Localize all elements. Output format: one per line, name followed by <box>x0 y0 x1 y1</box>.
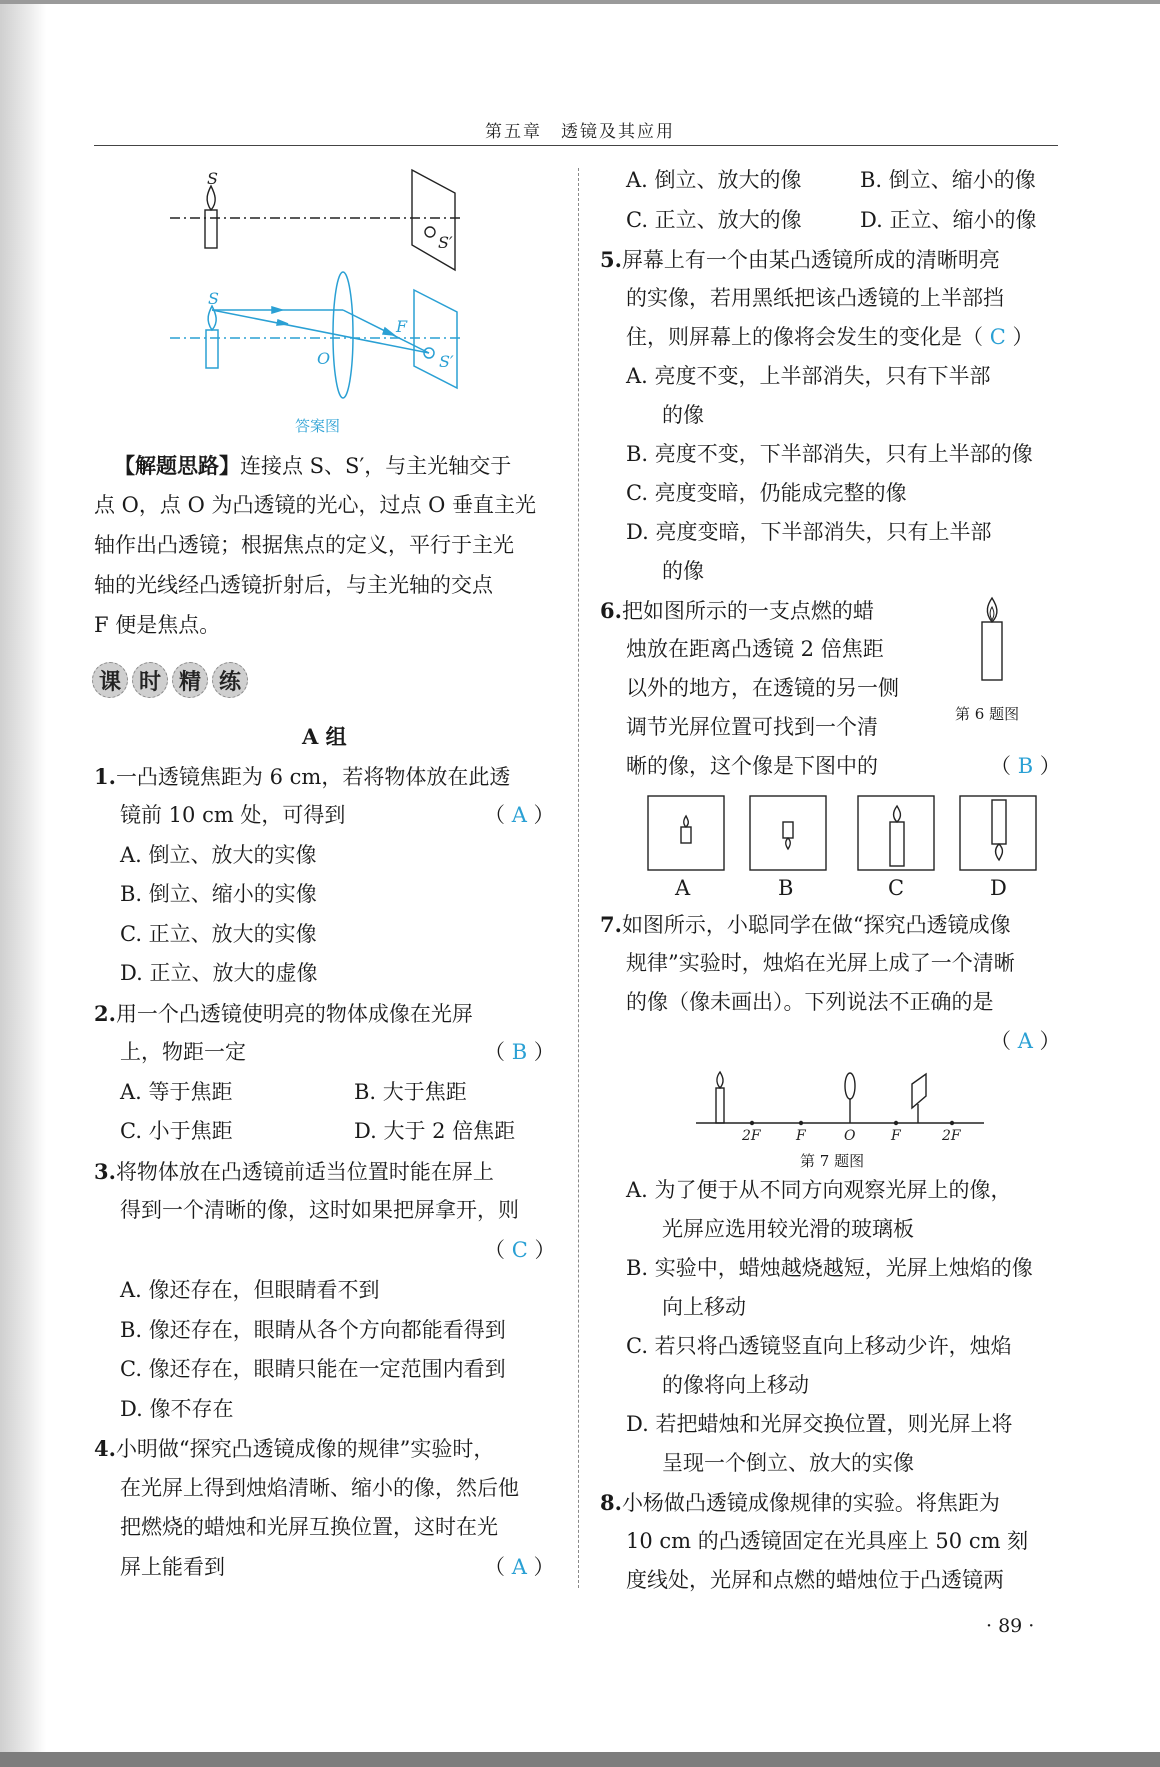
answer-figure-caption: 答案图 <box>295 417 341 435</box>
q6-choice-d-label: D <box>990 876 1007 900</box>
q1-option-d: D. 正立、放大的虚像 <box>120 961 318 985</box>
q7-option-a: A. 为了便于从不同方向观察光屏上的像， <box>626 1178 1012 1202</box>
section-title-char: 精 <box>172 662 208 698</box>
analysis-line-3: 轴作出凸透镜；根据焦点的定义，平行于主光 <box>94 533 514 557</box>
label-s-top: S <box>207 169 218 188</box>
q2-line-2: 上，物距一定 <box>120 1040 246 1064</box>
q4-line-1: 4.小明做“探究凸透镜成像的规律”实验时， <box>94 1436 495 1461</box>
q3-option-c: C. 像还存在，眼睛只能在一定范围内看到 <box>120 1357 506 1381</box>
q4-option-c: C. 正立、放大的像 <box>626 208 802 232</box>
q2-answer: （ B ） <box>484 1040 555 1064</box>
label-sprime-top: S′ <box>438 233 453 252</box>
q6-candle-figure <box>975 596 1015 686</box>
q5-option-c: C. 亮度变暗，仍能成完整的像 <box>626 481 907 505</box>
q6-choices-figure <box>646 794 1038 874</box>
q4-answer: （ A ） <box>484 1555 555 1579</box>
label-s-bottom: S <box>208 289 219 308</box>
q6-line-5: 晰的像，这个像是下图中的 <box>626 754 878 778</box>
top-edge <box>0 0 1160 4</box>
q7-option-b: B. 实验中，蜡烛越烧越短，光屏上烛焰的像 <box>626 1256 1033 1280</box>
q4-option-b: B. 倒立、缩小的像 <box>860 168 1036 192</box>
page-number: · 89 · <box>986 1615 1035 1637</box>
label-sprime-bottom: S′ <box>439 352 454 371</box>
q5-line-2: 的实像，若用黑纸把该凸透镜的上半部挡 <box>626 286 1004 310</box>
q7-option-c-cont: 的像将向上移动 <box>662 1373 809 1397</box>
q5-line-1: 5.屏幕上有一个由某凸透镜所成的清晰明亮 <box>600 247 1000 272</box>
q7-axis-2f-left: 2F <box>742 1128 761 1144</box>
q7-option-d-cont: 呈现一个倒立、放大的实像 <box>662 1451 914 1475</box>
q3-option-d: D. 像不存在 <box>120 1397 234 1421</box>
group-title: A 组 <box>302 724 347 749</box>
q7-axis-o: O <box>844 1128 856 1144</box>
q8-line-3: 度线处，光屏和点燃的蜡烛位于凸透镜两 <box>626 1568 1004 1592</box>
section-title-char: 课 <box>92 662 128 698</box>
q4-option-d: D. 正立、缩小的像 <box>860 208 1037 232</box>
q5-option-a-cont: 的像 <box>662 403 704 427</box>
q2-option-d: D. 大于 2 倍焦距 <box>354 1119 516 1143</box>
q2-option-a: A. 等于焦距 <box>120 1080 233 1104</box>
q7-answer: （ A ） <box>990 1029 1061 1053</box>
q1-option-c: C. 正立、放大的实像 <box>120 922 317 946</box>
q6-line-2: 烛放在距离凸透镜 2 倍焦距 <box>626 637 884 661</box>
q6-line-1: 6.把如图所示的一支点燃的蜡 <box>600 598 874 623</box>
q7-axis-f-right: F <box>891 1128 901 1144</box>
answer-figure <box>160 160 480 400</box>
bottom-edge <box>0 1752 1160 1767</box>
q4-line-2: 在光屏上得到烛焰清晰、缩小的像，然后他 <box>120 1476 519 1500</box>
q3-answer: （ C ） <box>484 1238 556 1262</box>
q6-choice-a-label: A <box>675 876 691 900</box>
q4-line-3: 把燃烧的蜡烛和光屏互换位置，这时在光 <box>120 1515 498 1539</box>
q1-option-a: A. 倒立、放大的实像 <box>120 843 317 867</box>
analysis-tag: 【解题思路】 <box>114 453 240 478</box>
q3-option-a: A. 像还存在，但眼睛看不到 <box>120 1278 380 1302</box>
q3-line-2: 得到一个清晰的像，这时如果把屏拿开，则 <box>120 1198 519 1222</box>
q5-option-b: B. 亮度不变，下半部消失，只有上半部的像 <box>626 442 1033 466</box>
q4-option-a: A. 倒立、放大的像 <box>626 168 802 192</box>
q7-axis-2f-right: 2F <box>942 1128 961 1144</box>
q2-option-c: C. 小于焦距 <box>120 1119 233 1143</box>
section-title-char: 时 <box>132 662 168 698</box>
q6-line-4: 调节光屏位置可找到一个清 <box>626 715 878 739</box>
q6-answer: （ B ） <box>990 754 1061 778</box>
q7-option-b-cont: 向上移动 <box>662 1295 746 1319</box>
analysis-line-1: 【解题思路】连接点 S、S′，与主光轴交于 <box>114 453 512 478</box>
q5-option-a: A. 亮度不变，上半部消失，只有下半部 <box>626 364 991 388</box>
q5-line-3: 住，则屏幕上的像将会发生的变化是（ C ） <box>626 325 1034 349</box>
q6-choice-b-label: B <box>778 876 794 900</box>
section-title-char: 练 <box>212 662 248 698</box>
q6-choice-c-label: C <box>888 876 905 900</box>
q8-line-1: 8.小杨做凸透镜成像规律的实验。将焦距为 <box>600 1490 1000 1515</box>
q7-option-a-cont: 光屏应选用较光滑的玻璃板 <box>662 1217 914 1241</box>
q2-line-1: 2.用一个凸透镜使明亮的物体成像在光屏 <box>94 1001 473 1026</box>
label-f: F <box>396 317 408 336</box>
q7-line-2: 规律”实验时，烛焰在光屏上成了一个清晰 <box>626 951 1015 975</box>
q1-line-2: 镜前 10 cm 处，可得到 <box>120 803 346 827</box>
column-divider <box>578 168 579 1588</box>
section-title <box>92 662 248 698</box>
q6-figure-caption: 第 6 题图 <box>955 705 1020 723</box>
analysis-line-5: F 便是焦点。 <box>94 613 221 637</box>
q7-option-c: C. 若只将凸透镜竖直向上移动少许，烛焰 <box>626 1334 1012 1358</box>
q3-option-b: B. 像还存在，眼睛从各个方向都能看得到 <box>120 1318 506 1342</box>
page-shadow <box>0 4 46 1752</box>
q7-axis-f-left: F <box>796 1128 806 1144</box>
q5-option-d-cont: 的像 <box>662 559 704 583</box>
q8-line-2: 10 cm 的凸透镜固定在光具座上 50 cm 刻 <box>626 1529 1029 1553</box>
q6-choice-a-box <box>648 796 724 870</box>
analysis-line-4: 轴的光线经凸透镜折射后，与主光轴的交点 <box>94 573 493 597</box>
q4-line-4: 屏上能看到 <box>120 1555 225 1579</box>
header-rule <box>94 145 1058 146</box>
q7-bench-figure <box>696 1068 986 1142</box>
q7-line-3: 的像（像未画出）。下列说法不正确的是 <box>626 990 994 1014</box>
q2-option-b: B. 大于焦距 <box>354 1080 467 1104</box>
q1-line-1: 1.一凸透镜焦距为 6 cm，若将物体放在此透 <box>94 764 511 789</box>
chapter-header: 第五章 透镜及其应用 <box>485 122 675 142</box>
q1-answer: （ A ） <box>484 803 555 827</box>
q6-choice-b-box <box>750 796 826 870</box>
q7-figure-caption: 第 7 题图 <box>800 1152 865 1170</box>
q7-line-1: 7.如图所示，小聪同学在做“探究凸透镜成像 <box>600 912 1011 937</box>
q7-option-d: D. 若把蜡烛和光屏交换位置，则光屏上将 <box>626 1412 1013 1436</box>
q6-line-3: 以外的地方，在透镜的另一侧 <box>626 676 899 700</box>
analysis-line-2: 点 O，点 O 为凸透镜的光心，过点 O 垂直主光 <box>94 493 537 517</box>
q1-option-b: B. 倒立、缩小的实像 <box>120 882 317 906</box>
q3-line-1: 3.将物体放在凸透镜前适当位置时能在屏上 <box>94 1159 494 1184</box>
label-o: O <box>317 349 331 368</box>
q5-option-d: D. 亮度变暗，下半部消失，只有上半部 <box>626 520 992 544</box>
